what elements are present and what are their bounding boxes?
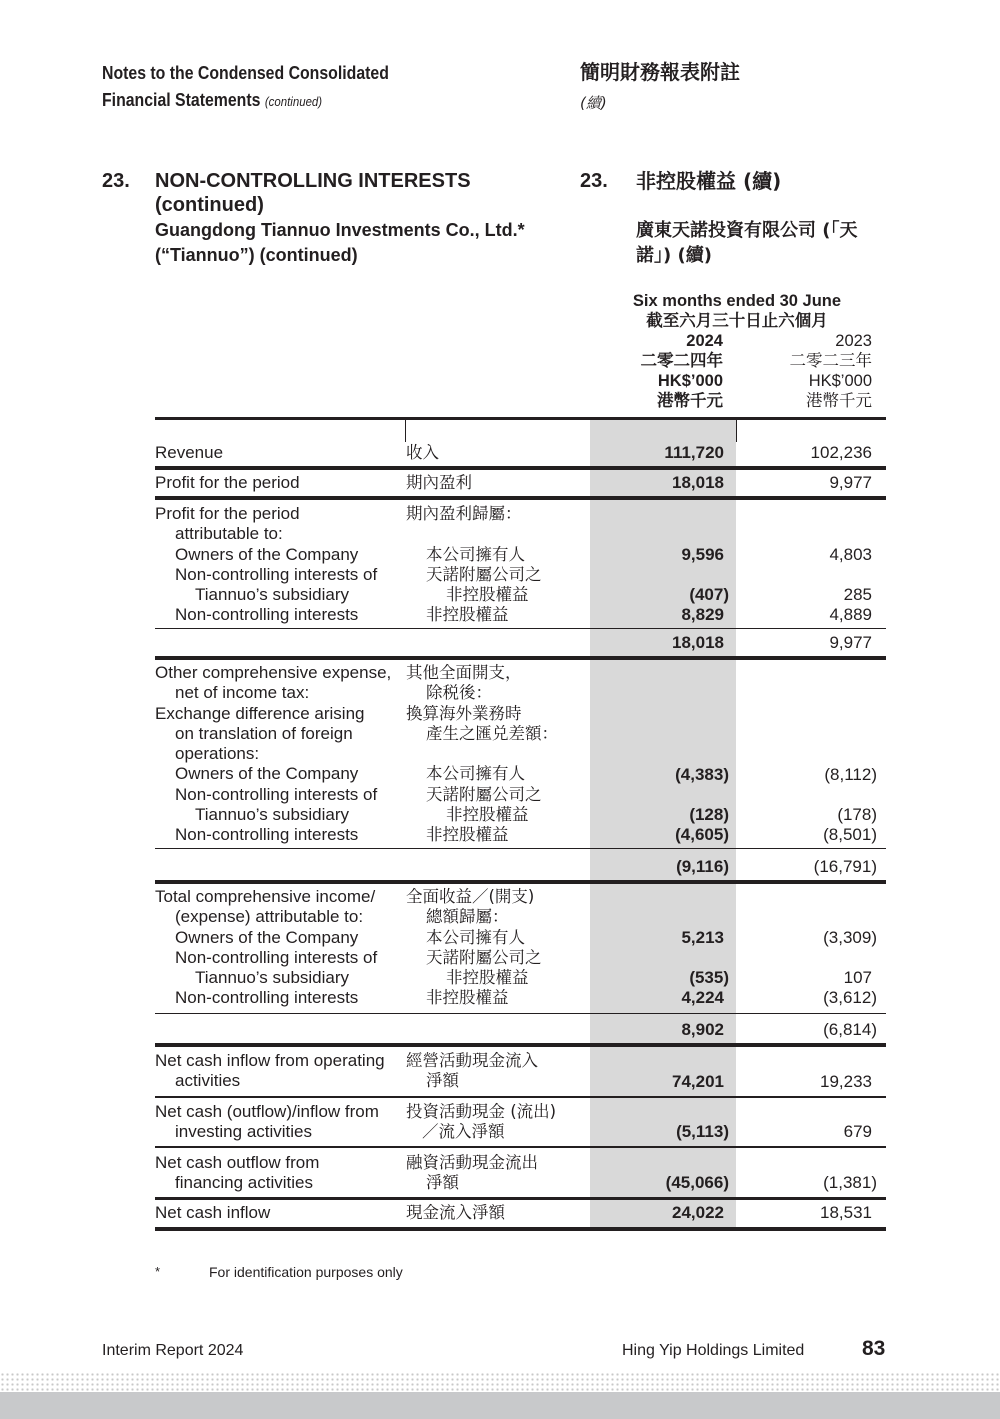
header-line-1: Notes to the Condensed Consolidated: [102, 63, 389, 83]
section-number: 23.: [102, 170, 130, 192]
header-title-zh: [580, 58, 740, 118]
tci-nci-label: Non-controlling interests: [175, 988, 359, 1008]
header-title-en: [102, 60, 389, 115]
section-title-line-2: (continued): [155, 194, 264, 216]
tci-nci-sub-label-1: Non-controlling interests of: [175, 947, 378, 967]
tci-owners-label-zh: 本公司擁有人: [426, 927, 525, 947]
attrib-nci-sub-2024: (407): [689, 585, 729, 604]
column-2023-year-zh: 二零二三年: [789, 351, 872, 370]
oci-heading: [155, 663, 391, 846]
header-line-2: Financial Statements: [102, 90, 261, 110]
oci-heading-zh-line-1: 其他全面開支，: [406, 663, 522, 682]
bottom-grey-bar: [0, 1392, 1000, 1419]
subtotal-rule-2: [155, 848, 886, 849]
tci-nci-label-zh: 非控股權益: [426, 988, 509, 1008]
section-title-zh: 非控股權益 (續): [636, 169, 782, 193]
oci-total-2023: (16,791): [813, 857, 877, 876]
row-net-cash-label-zh: 現金流入淨額: [406, 1203, 505, 1222]
row-financing-2024: (45,066): [665, 1173, 729, 1192]
attrib-owners-2024: 9,596: [681, 545, 724, 564]
row-net-cash-label: Net cash inflow: [155, 1203, 271, 1222]
header-zh-line: 簡明財務報表附註: [580, 60, 740, 84]
oci-nci-sub-label-2: Tiannuo’s subsidiary: [195, 805, 350, 825]
oci-exchange-line-1: Exchange difference arising: [155, 703, 365, 723]
row-profit-2023: 9,977: [829, 473, 872, 492]
section-number-zh: 23.: [580, 170, 608, 192]
tci-owners-2024: 5,213: [681, 928, 724, 947]
oci-exchange-zh-line-1: 換算海外業務時: [406, 703, 522, 723]
rule-after-investing: [155, 1146, 886, 1148]
period-heading-zh: 截至六月三十日止六個月: [646, 311, 828, 330]
row-profit-label: Profit for the period: [155, 473, 300, 492]
attrib-total-2024: 18,018: [672, 633, 724, 652]
oci-nci-2024: (4,605): [675, 825, 729, 844]
row-investing-label: [155, 1102, 379, 1143]
tci-nci-sub-label-zh-1: 天諾附屬公司之: [426, 947, 542, 967]
header-continued: (continued): [264, 94, 323, 109]
attrib-nci-sub-2023: 285: [843, 585, 872, 604]
row-financing-2023: (1,381): [823, 1173, 877, 1192]
subtotal-rule-1: [155, 628, 886, 629]
tci-nci-2023: (3,612): [823, 988, 877, 1007]
column-2023-year: 2023: [835, 332, 872, 350]
oci-exchange-zh-line-2: 產生之匯兑差額：: [426, 723, 558, 743]
row-operating-2023: 19,233: [820, 1072, 872, 1091]
attrib-nci-sub-label-1: Non-controlling interests of: [175, 564, 378, 584]
period-heading-en: Six months ended 30 June: [632, 292, 842, 310]
tci-owners-label: Owners of the Company: [175, 927, 359, 947]
row-investing-label-zh-line-1: 投資活動現金 (流出): [406, 1102, 557, 1121]
oci-exchange-line-2: on translation of foreign: [175, 723, 353, 743]
section-subtitle-zh-line-1: 廣東天諾投資有限公司 (「天: [636, 220, 858, 241]
column-2024-header: [590, 331, 723, 411]
row-operating-label-line-1: Net cash inflow from operating: [155, 1051, 385, 1070]
tci-nci-sub-label-2: Tiannuo’s subsidiary: [195, 968, 350, 988]
oci-nci-sub-2024: (128): [689, 805, 729, 824]
oci-nci-2023: (8,501): [823, 825, 877, 844]
column-divider: [736, 420, 737, 442]
rule-after-operating: [155, 1096, 886, 1098]
rule-after-revenue: [155, 466, 886, 470]
row-revenue-label: Revenue: [155, 443, 224, 462]
tci-heading-zh-line-2: 總額歸屬：: [426, 907, 509, 927]
column-2024-year-zh: 二零二四年: [640, 351, 723, 370]
row-financing-label-zh: [406, 1153, 538, 1194]
column-divider: [405, 420, 406, 442]
section-subtitle-zh-line-2: 諾」) (續): [636, 245, 712, 266]
attrib-nci-2024: 8,829: [681, 605, 724, 624]
attrib-heading: [155, 504, 377, 626]
tci-total-2023: (6,814): [823, 1020, 877, 1039]
tci-owners-2023: (3,309): [823, 928, 877, 947]
column-2023-unit-zh: 港幣千元: [806, 391, 872, 410]
oci-heading-zh: [406, 663, 558, 846]
row-operating-label: [155, 1051, 385, 1092]
column-2023-unit: HK$’000: [808, 372, 872, 390]
row-operating-label-zh-line-1: 經營活動現金流入: [406, 1051, 538, 1070]
tci-heading-line-1: Total comprehensive income/: [155, 887, 376, 906]
row-financing-label-line-2: financing activities: [175, 1173, 313, 1193]
oci-nci-sub-2023: (178): [837, 805, 877, 824]
attrib-owners-2023: 4,803: [829, 545, 872, 564]
tci-nci-2024: 4,224: [681, 988, 724, 1007]
table-top-rule: [155, 417, 886, 420]
attrib-heading-line-2: attributable to:: [175, 524, 283, 544]
row-investing-label-zh: [406, 1102, 556, 1143]
total-rule-1: [155, 656, 886, 660]
footnote-mark: *: [155, 1264, 161, 1279]
row-investing-2024: (5,113): [676, 1122, 729, 1141]
row-investing-label-line-2: investing activities: [175, 1122, 313, 1142]
footer-company-name: Hing Yip Holdings Limited: [622, 1342, 805, 1359]
row-financing-label-zh-line-1: 融資活動現金流出: [406, 1153, 538, 1172]
oci-nci-label: Non-controlling interests: [175, 825, 359, 845]
rule-after-profit: [155, 496, 886, 500]
attrib-heading-zh: [406, 504, 542, 626]
column-2024-year: 2024: [686, 332, 723, 350]
row-operating-label-line-2: activities: [175, 1071, 241, 1091]
attrib-owners-label-zh: 本公司擁有人: [426, 544, 525, 564]
column-2023-header: [736, 331, 872, 411]
attrib-nci-label-zh: 非控股權益: [426, 605, 509, 625]
row-operating-2024: 74,201: [672, 1072, 724, 1091]
section-title: [155, 169, 471, 217]
tci-nci-sub-2024: (535): [689, 968, 729, 987]
row-profit-label-zh: 期內盈利: [406, 473, 472, 492]
oci-owners-2023: (8,112): [824, 765, 877, 784]
row-investing-2023: 679: [843, 1122, 872, 1141]
attrib-heading-zh-line: 期內盈利歸屬：: [406, 504, 522, 523]
tci-total-2024: 8,902: [681, 1020, 724, 1039]
tci-nci-sub-label-zh-2: 非控股權益: [446, 968, 529, 988]
table-bottom-rule: [155, 1227, 886, 1231]
tci-heading-zh-line-1: 全面收益／(開支): [406, 887, 535, 906]
section-subtitle-line-2: (“Tiannuo”) (continued): [155, 245, 358, 265]
column-2024-unit-zh: 港幣千元: [657, 391, 723, 410]
oci-heading-zh-line-2: 除税後：: [426, 683, 492, 703]
section-title-line-1: NON-CONTROLLING INTERESTS: [155, 170, 471, 192]
footnote-text: For identification purposes only: [209, 1264, 403, 1280]
row-profit-2024: 18,018: [672, 473, 724, 492]
attrib-nci-sub-label-zh-1: 天諾附屬公司之: [426, 564, 542, 584]
section-subtitle-zh: [636, 218, 858, 268]
section-subtitle: [155, 218, 525, 268]
row-net-cash-2023: 18,531: [820, 1203, 872, 1222]
row-revenue-label-zh: 收入: [406, 443, 439, 462]
oci-heading-line-1: Other comprehensive expense,: [155, 663, 392, 682]
section-subtitle-line-1: Guangdong Tiannuo Investments Co., Ltd.*: [155, 220, 525, 240]
attrib-nci-2023: 4,889: [829, 605, 872, 624]
attrib-total-2023: 9,977: [829, 633, 872, 652]
footer-report-name: Interim Report 2024: [102, 1342, 244, 1359]
row-revenue-2024: 111,720: [664, 443, 724, 462]
tci-heading-zh: [406, 887, 542, 1009]
tci-heading-line-2: (expense) attributable to:: [175, 907, 364, 927]
header-zh-continued: (續): [580, 94, 607, 112]
page-number: 83: [862, 1337, 886, 1360]
total-rule-2: [155, 880, 886, 884]
oci-nci-sub-label-zh-2: 非控股權益: [446, 805, 529, 825]
row-financing-label-line-1: Net cash outflow from: [155, 1153, 320, 1172]
row-financing-label: [155, 1153, 319, 1194]
attrib-nci-sub-label-2: Tiannuo’s subsidiary: [195, 585, 350, 605]
oci-nci-sub-label-zh-1: 天諾附屬公司之: [426, 784, 542, 804]
attrib-nci-label: Non-controlling interests: [175, 605, 359, 625]
tci-nci-sub-2023: 107: [843, 968, 872, 987]
tci-heading: [155, 887, 377, 1009]
oci-nci-sub-label-1: Non-controlling interests of: [175, 784, 378, 804]
column-2024-unit: HK$’000: [657, 372, 723, 390]
row-net-cash-2024: 24,022: [672, 1203, 724, 1222]
row-investing-label-line-1: Net cash (outflow)/inflow from: [155, 1102, 379, 1121]
oci-heading-line-2: net of income tax:: [175, 683, 310, 703]
oci-owners-label-zh: 本公司擁有人: [426, 764, 525, 784]
oci-nci-label-zh: 非控股權益: [426, 825, 509, 845]
oci-total-2024: (9,116): [676, 857, 729, 876]
oci-owners-label: Owners of the Company: [175, 764, 359, 784]
row-operating-label-zh-line-2: 淨額: [426, 1071, 459, 1091]
rule-after-financing: [155, 1197, 886, 1200]
attrib-heading-line-1: Profit for the period: [155, 504, 300, 523]
subtotal-rule-3: [155, 1013, 886, 1014]
decorative-dot-band: [0, 1372, 1000, 1392]
row-financing-label-zh-line-2: 淨額: [426, 1173, 459, 1193]
attrib-owners-label: Owners of the Company: [175, 544, 359, 564]
row-operating-label-zh: [406, 1051, 538, 1092]
total-rule-3: [155, 1043, 886, 1047]
oci-exchange-line-3: operations:: [175, 744, 260, 764]
row-revenue-2023: 102,236: [810, 443, 872, 462]
oci-owners-2024: (4,383): [675, 765, 729, 784]
attrib-nci-sub-label-zh-2: 非控股權益: [446, 585, 529, 605]
row-investing-label-zh-line-2: ／流入淨額: [422, 1122, 505, 1142]
